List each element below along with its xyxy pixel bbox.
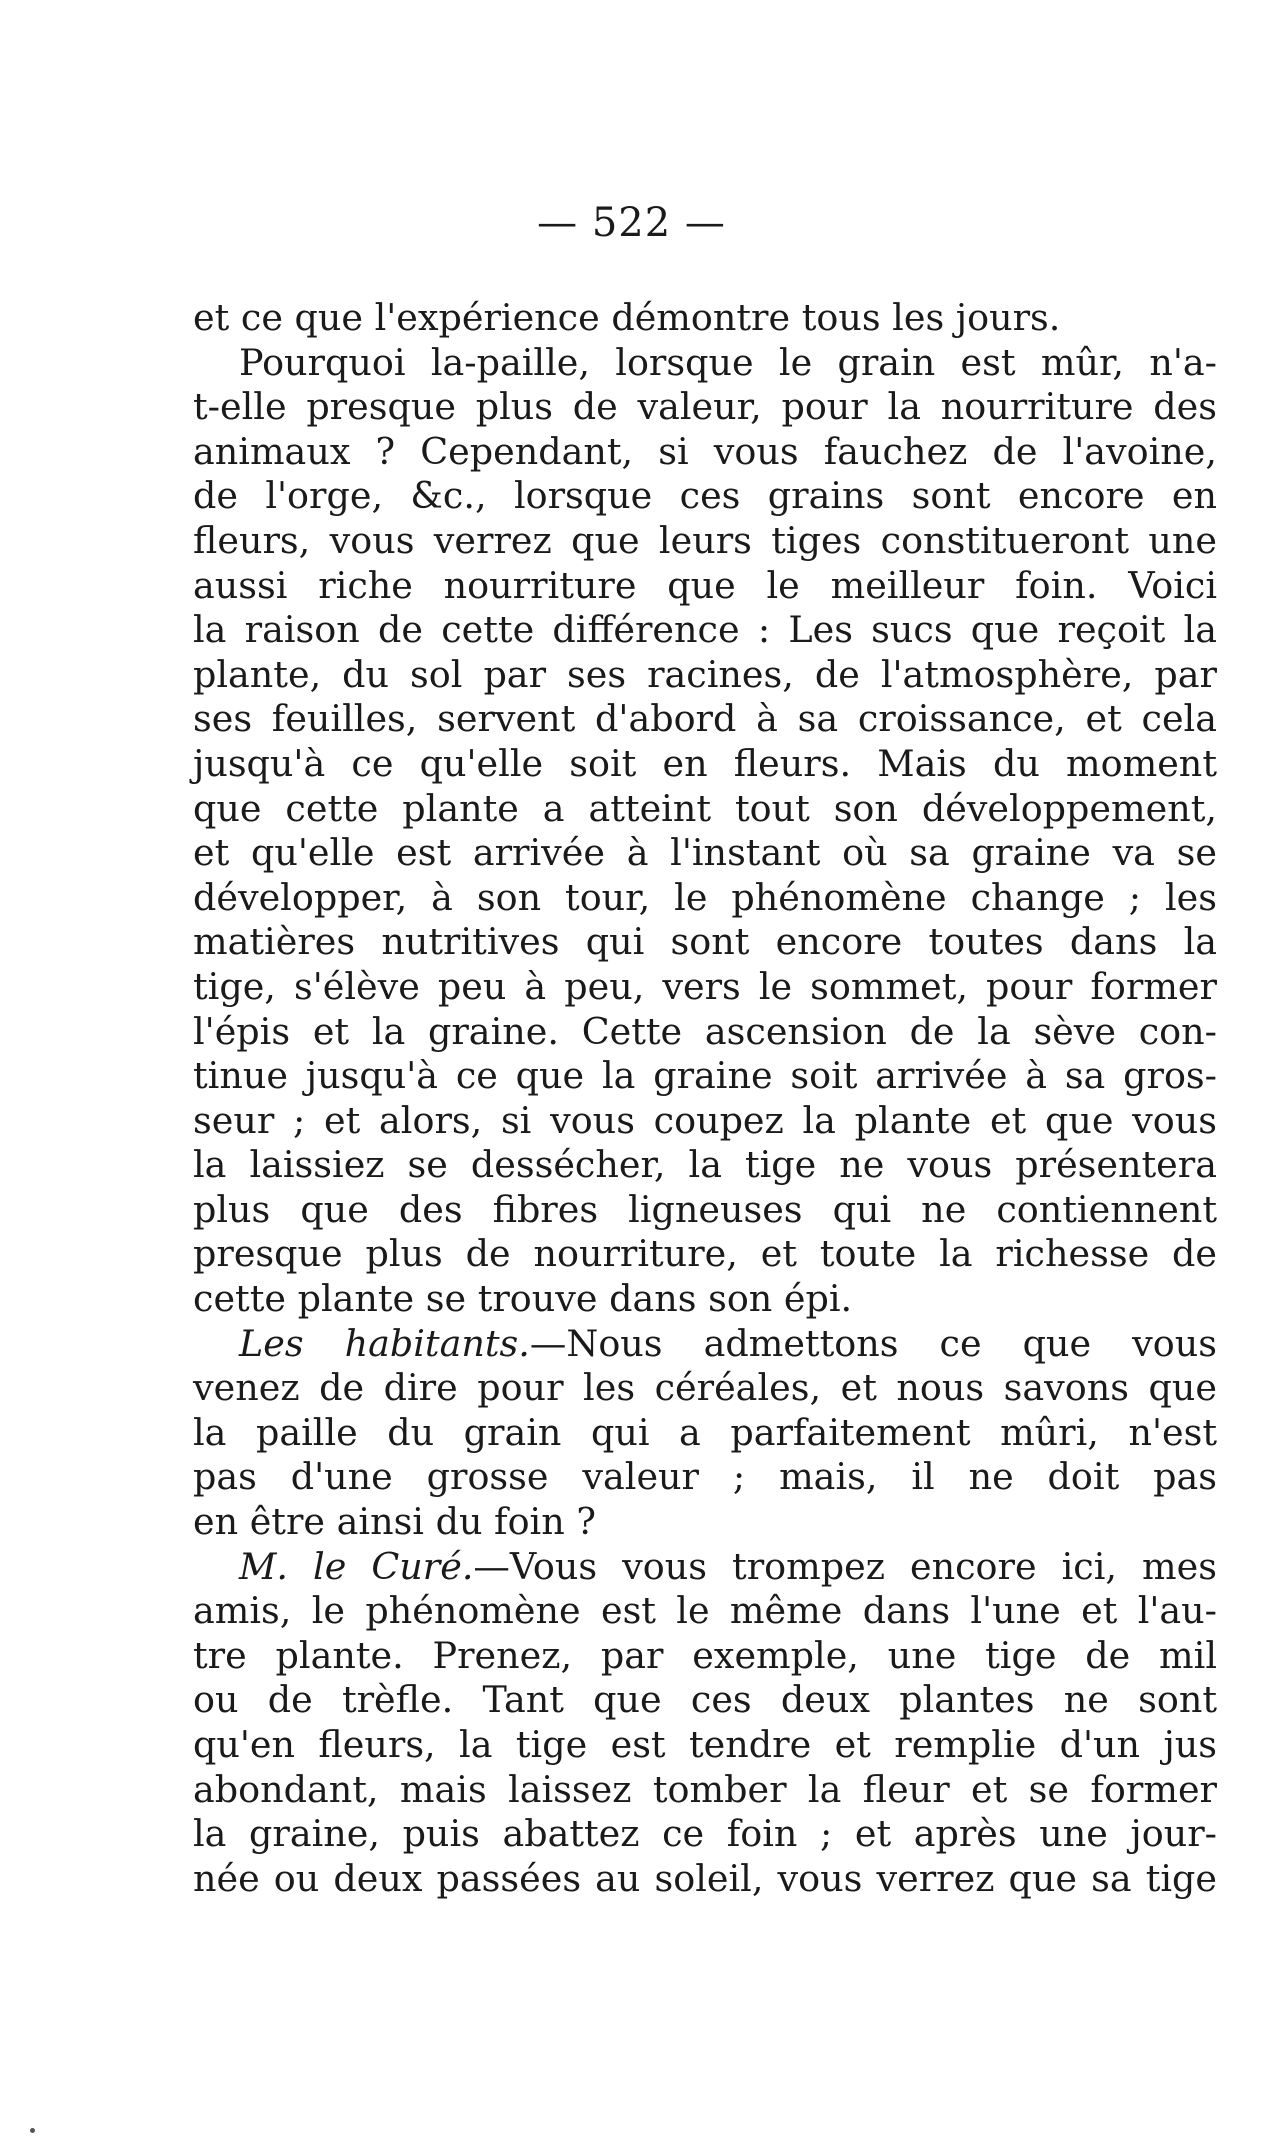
dialogue-text: Vous vous trompez encore ici, mes — [509, 1544, 1217, 1588]
text-line: la paille du grain qui a parfaitement mûri, n'est — [193, 1410, 1217, 1454]
text-line: tinue jusqu'à ce que la graine soit arrivée à sa gros- — [193, 1054, 1217, 1098]
text-line: plus que des fibres ligneuses qui ne contiennent — [193, 1187, 1217, 1231]
body-text — [193, 296, 1217, 1901]
em-dash: — — [529, 1321, 567, 1365]
print-speck — [30, 2128, 35, 2133]
text-line: Pourquoi la-paille, lorsque le grain est mûr, n'a- — [239, 340, 1217, 384]
text-line: qu'en fleurs, la tige est tendre et remplie d'un jus — [193, 1723, 1217, 1766]
text-line: seur ; et alors, si vous coupez la plante et que vous — [193, 1098, 1217, 1142]
text-line: ou de trèfle. Tant que ces deux plantes ne sont — [193, 1678, 1217, 1722]
speaker-label: M. le Curé. — [239, 1544, 474, 1588]
text-line: abondant, mais laissez tomber la fleur et se former — [193, 1767, 1217, 1811]
text-line: tige, s'élève peu à peu, vers le sommet, pour former — [193, 964, 1217, 1008]
dialogue-line — [193, 1322, 1217, 1367]
text-line: cette plante se trouve dans son épi. — [193, 1277, 853, 1321]
text-line: animaux ? Cependant, si vous fauchez de l'avoine, — [193, 429, 1217, 473]
text-line: la graine, puis abattez ce foin ; et après une jour- — [193, 1812, 1217, 1856]
em-dash: — — [473, 1544, 510, 1588]
speaker-label: Les habitants. — [239, 1321, 530, 1365]
text-line: née ou deux passées au soleil, vous verrez que sa tige — [193, 1856, 1217, 1900]
page-number: — 522 — — [537, 200, 726, 246]
text-line: plante, du sol par ses racines, de l'atmosphère, par — [193, 652, 1217, 696]
text-line: la laissiez se dessécher, la tige ne vous présentera — [193, 1143, 1217, 1187]
text-line: et qu'elle est arrivée à l'instant où sa graine va se — [193, 831, 1217, 875]
text-line: l'épis et la graine. Cette ascension de la sève con- — [193, 1009, 1217, 1053]
text-line: fleurs, vous verrez que leurs tiges constitueront une — [193, 518, 1217, 562]
text-line: aussi riche nourriture que le meilleur foin. Voici — [193, 563, 1217, 607]
text-line: ses feuilles, servent d'abord à sa croissance, et cela — [193, 697, 1217, 741]
text-line: tre plante. Prenez, par exemple, une tige de mil — [193, 1633, 1217, 1677]
text-line: développer, à son tour, le phénomène change ; les — [193, 875, 1217, 919]
text-line: amis, le phénomène est le même dans l'une et l'au- — [193, 1589, 1217, 1633]
text-line: venez de dire pour les céréales, et nous savons que — [193, 1366, 1217, 1410]
text-line: en être ainsi du foin ? — [193, 1500, 596, 1544]
text-line: matières nutritives qui sont encore toutes dans la — [193, 920, 1217, 964]
dialogue-text: Nous admettons ce que vous — [566, 1321, 1217, 1365]
text-line: la raison de cette différence : Les sucs que reçoit la — [193, 608, 1217, 652]
text-line: pas d'une grosse valeur ; mais, il ne doit pas — [193, 1455, 1217, 1499]
text-line: de l'orge, &c., lorsque ces grains sont encore en — [193, 474, 1217, 518]
dialogue-line — [193, 1545, 1217, 1590]
text-line: jusqu'à ce qu'elle soit en fleurs. Mais du moment — [193, 741, 1217, 785]
text-line: t-elle presque plus de valeur, pour la nourriture des — [193, 385, 1217, 429]
text-line: que cette plante a atteint tout son développement, — [193, 786, 1217, 830]
text-line: et ce que l'expérience démontre tous les jours. — [193, 296, 1061, 339]
text-line: presque plus de nourriture, et toute la richesse de — [193, 1232, 1217, 1276]
